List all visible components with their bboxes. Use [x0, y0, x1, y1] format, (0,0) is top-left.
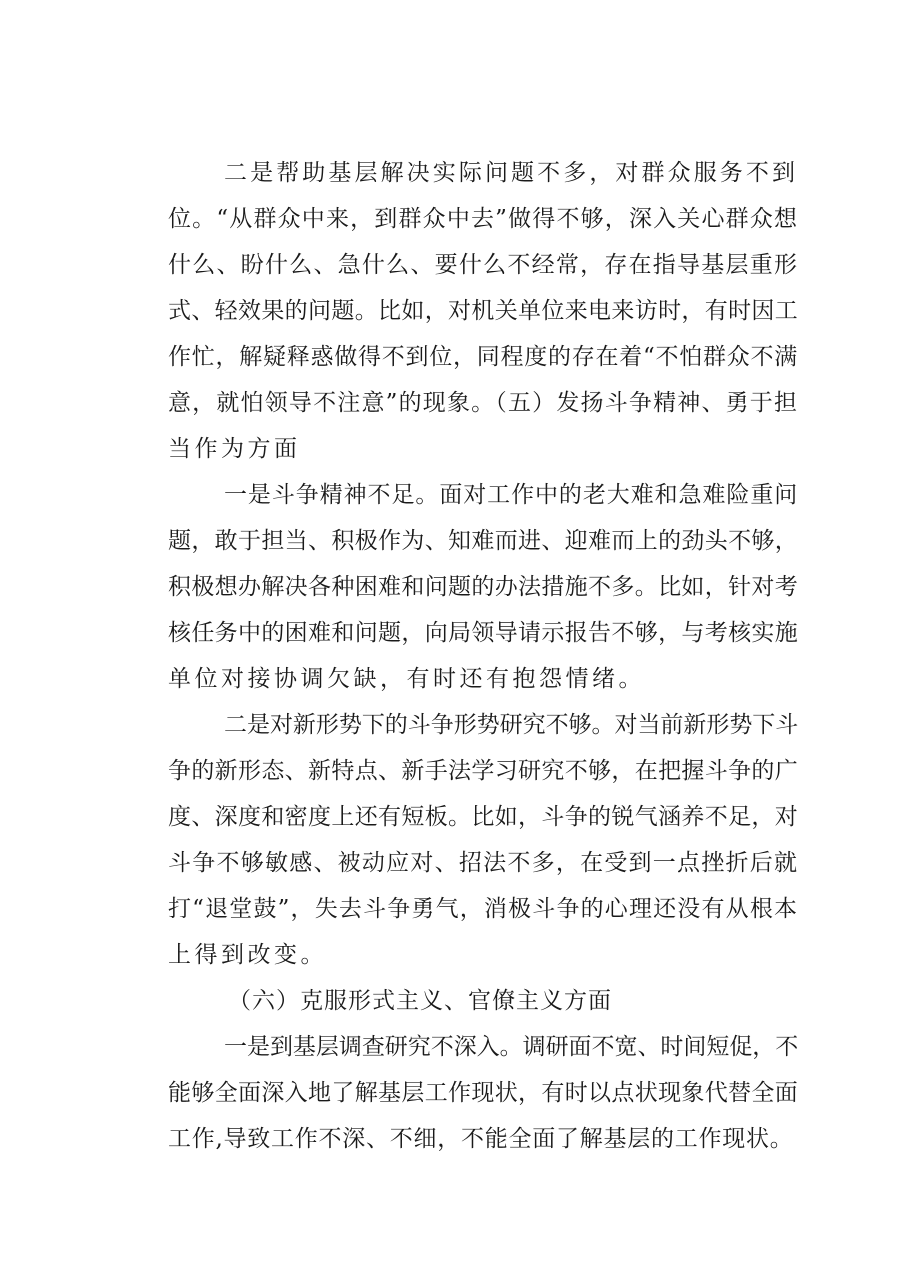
text-line: 位。“从群众中来，到群众中去”做得不够，深入关心群众想 [168, 206, 798, 232]
paragraph-new-situation [112, 702, 798, 978]
text-line: 式、轻效果的问题。比如，对机关单位来电来访时，有时因工 [168, 298, 798, 324]
text-line: 单位对接协调欠缺，有时还有抱怨情绪。 [168, 666, 645, 692]
text-line: 度、深度和密度上还有短板。比如，斗争的锐气涵养不足，对 [168, 804, 798, 830]
text-line: 斗争不够敏感、被动应对、招法不多，在受到一点挫折后就 [168, 850, 798, 876]
text-line: 一是斗争精神不足。面对工作中的老大难和急难险重问 [224, 482, 798, 508]
section-heading-text: （六）克服形式主义、官僚主义方面 [228, 988, 612, 1014]
paragraph-fighting-spirit [112, 472, 798, 702]
text-line: 什么、盼什么、急什么、要什么不经常，存在指导基层重形 [168, 252, 798, 278]
text-line: 工作,导致工作不深、不细，不能全面了解基层的工作现状。 [168, 1126, 794, 1152]
text-line: 上得到改变。 [168, 942, 327, 968]
text-line: 二是对新形势下的斗争形势研究不够。对当前新形势下斗 [224, 712, 798, 738]
text-line: 二是帮助基层解决实际问题不多，对群众服务不到 [224, 160, 798, 186]
text-line: 核任务中的困难和问题，向局领导请示报告不够，与考核实施 [168, 620, 798, 646]
text-line: 争的新形态、新特点、新手法学习研究不够，在把握斗争的广 [168, 758, 798, 784]
text-line: 能够全面深入地了解基层工作现状，有时以点状现象代替全面 [168, 1080, 798, 1106]
paragraph-grassroots-research [112, 1024, 798, 1162]
text-line: 题，敢于担当、积极作为、知难而进、迎难而上的劲头不够， [168, 528, 798, 554]
text-line: 积极想办解决各种困难和问题的办法措施不多。比如，针对考 [168, 574, 798, 600]
text-line: 一是到基层调查研究不深入。调研面不宽、时间短促，不 [224, 1034, 798, 1060]
text-line: 作忙，解疑释惑做得不到位，同程度的存在着“不怕群众不满 [168, 344, 799, 370]
document-page [112, 150, 798, 1162]
text-line: 意，就怕领导不注意”的现象。（五）发扬斗争精神、勇于担 [168, 390, 798, 416]
paragraph-help-grassroots [112, 150, 798, 472]
text-line: 打“退堂鼓”，失去斗争勇气，消极斗争的心理还没有从根本 [168, 896, 798, 922]
section-heading-six [112, 978, 798, 1024]
text-line: 当作为方面 [168, 436, 301, 462]
